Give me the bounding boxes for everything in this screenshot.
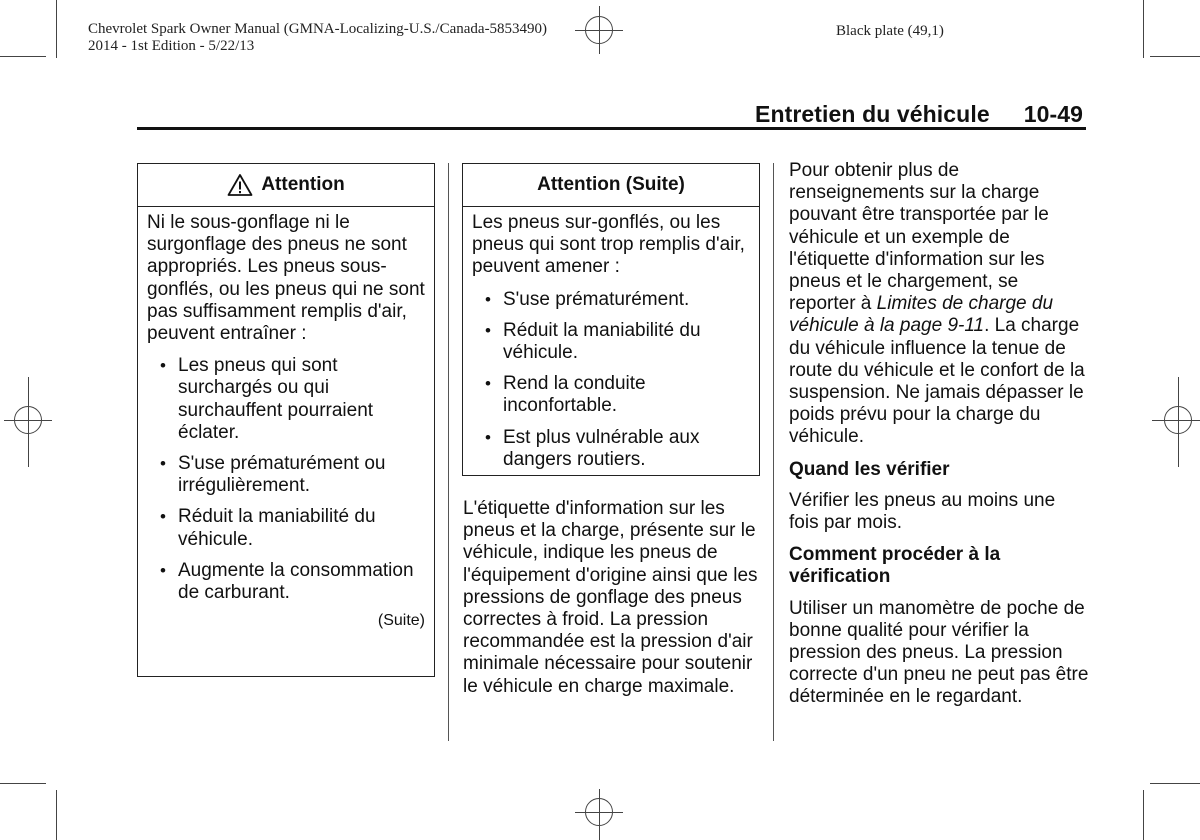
attention-continued-title: Attention (Suite) — [537, 174, 685, 195]
attention-box-header — [138, 164, 434, 207]
print-header-line1: Chevrolet Spark Owner Manual (GMNA-Localizing-U.S./Canada-5853490) — [88, 21, 548, 37]
list-item: • S'use prématurément ou irrégulièrement. — [147, 453, 425, 497]
attention-continued-header — [463, 164, 759, 207]
attention-box-body — [138, 207, 434, 632]
column-divider — [773, 163, 774, 741]
list-item: • S'use prématurément. — [472, 289, 750, 311]
column-3 — [789, 160, 1089, 709]
list-item: • Rend la conduite inconfortable. — [472, 373, 750, 417]
list-item: • Réduit la maniabilité du véhicule. — [147, 506, 425, 550]
page-header — [755, 101, 1083, 128]
paragraph: L'étiquette d'information sur les pneus et la charge, présente sur le véhicule, indique les pneus de l'équipement d'origine ainsi que les pressions de gonflage des pneus correctes à froid. La pression recommandée est la pression d'air minimale nécessaire pour soutenir le véhicule en charge maximale. — [463, 498, 758, 697]
header-rule — [137, 127, 1086, 130]
attention-continued-intro: Les pneus sur-gonflés, ou les pneus qui sont trop remplis d'air, peuvent amener : — [472, 212, 745, 278]
list-item: • Est plus vulnérable aux dangers routiers. — [472, 427, 750, 471]
attention-box — [137, 163, 435, 677]
list-item: • Réduit la maniabilité du véhicule. — [472, 320, 750, 364]
attention-box-title: Attention — [261, 174, 345, 195]
paragraph: Utiliser un manomètre de poche de bonne qualité pour vérifier la pression des pneus. La pression correcte d'un pneu ne peut pas être déterminée en le regardant. — [789, 597, 1089, 708]
cross-reference-link[interactable]: Limites de charge du véhicule à la page 9-11 — [789, 293, 1054, 337]
print-header — [88, 21, 547, 55]
section-title: Entretien du véhicule — [755, 101, 990, 127]
list-item: • Les pneus qui sont surchargés ou qui surchauffent pourraient éclater. — [147, 355, 425, 444]
paragraph: Vérifier les pneus au moins une fois par mois. — [789, 489, 1056, 534]
paragraph-text: Pour obtenir plus de renseignements sur la charge pouvant être transportée par le véhicule et un exemple de l'étiquette d'information sur les pneus et le chargement, se reporter à — [789, 160, 1049, 315]
continued-label: (Suite) — [377, 612, 425, 630]
paragraph-text: . La charge du véhicule influence la tenue de route du véhicule et le confort de la suspension. Ne jamais dépasser le poids prévu pour la charge du véhicule. — [789, 315, 1085, 448]
load-info-paragraph — [789, 160, 1089, 449]
attention-continued-box — [462, 163, 760, 476]
list-item: • Augmente la consommation de carburant. — [147, 560, 425, 604]
print-header-line2: 2014 - 1st Edition - 5/22/13 — [88, 38, 255, 54]
section-heading: Quand les vérifier — [789, 458, 950, 480]
page-number: 10-49 — [1023, 101, 1084, 127]
attention-bullet-list — [147, 355, 425, 604]
warning-triangle-icon — [227, 173, 253, 197]
column-divider — [448, 163, 449, 741]
attention-continued-body — [463, 207, 759, 471]
plate-label: Black plate (49,1) — [836, 23, 944, 39]
section-heading: Comment procéder à la vérification — [789, 544, 1001, 588]
attention-continued-bullet-list — [472, 289, 750, 471]
tire-label-paragraph — [463, 498, 763, 698]
attention-intro: Ni le sous-gonflage ni le surgonflage des pneus ne sont appropriés. Les pneus sous-gonflés, ou les pneus qui ne sont pas suffisamment remplis d'air, peuvent entraîner : — [147, 212, 425, 345]
